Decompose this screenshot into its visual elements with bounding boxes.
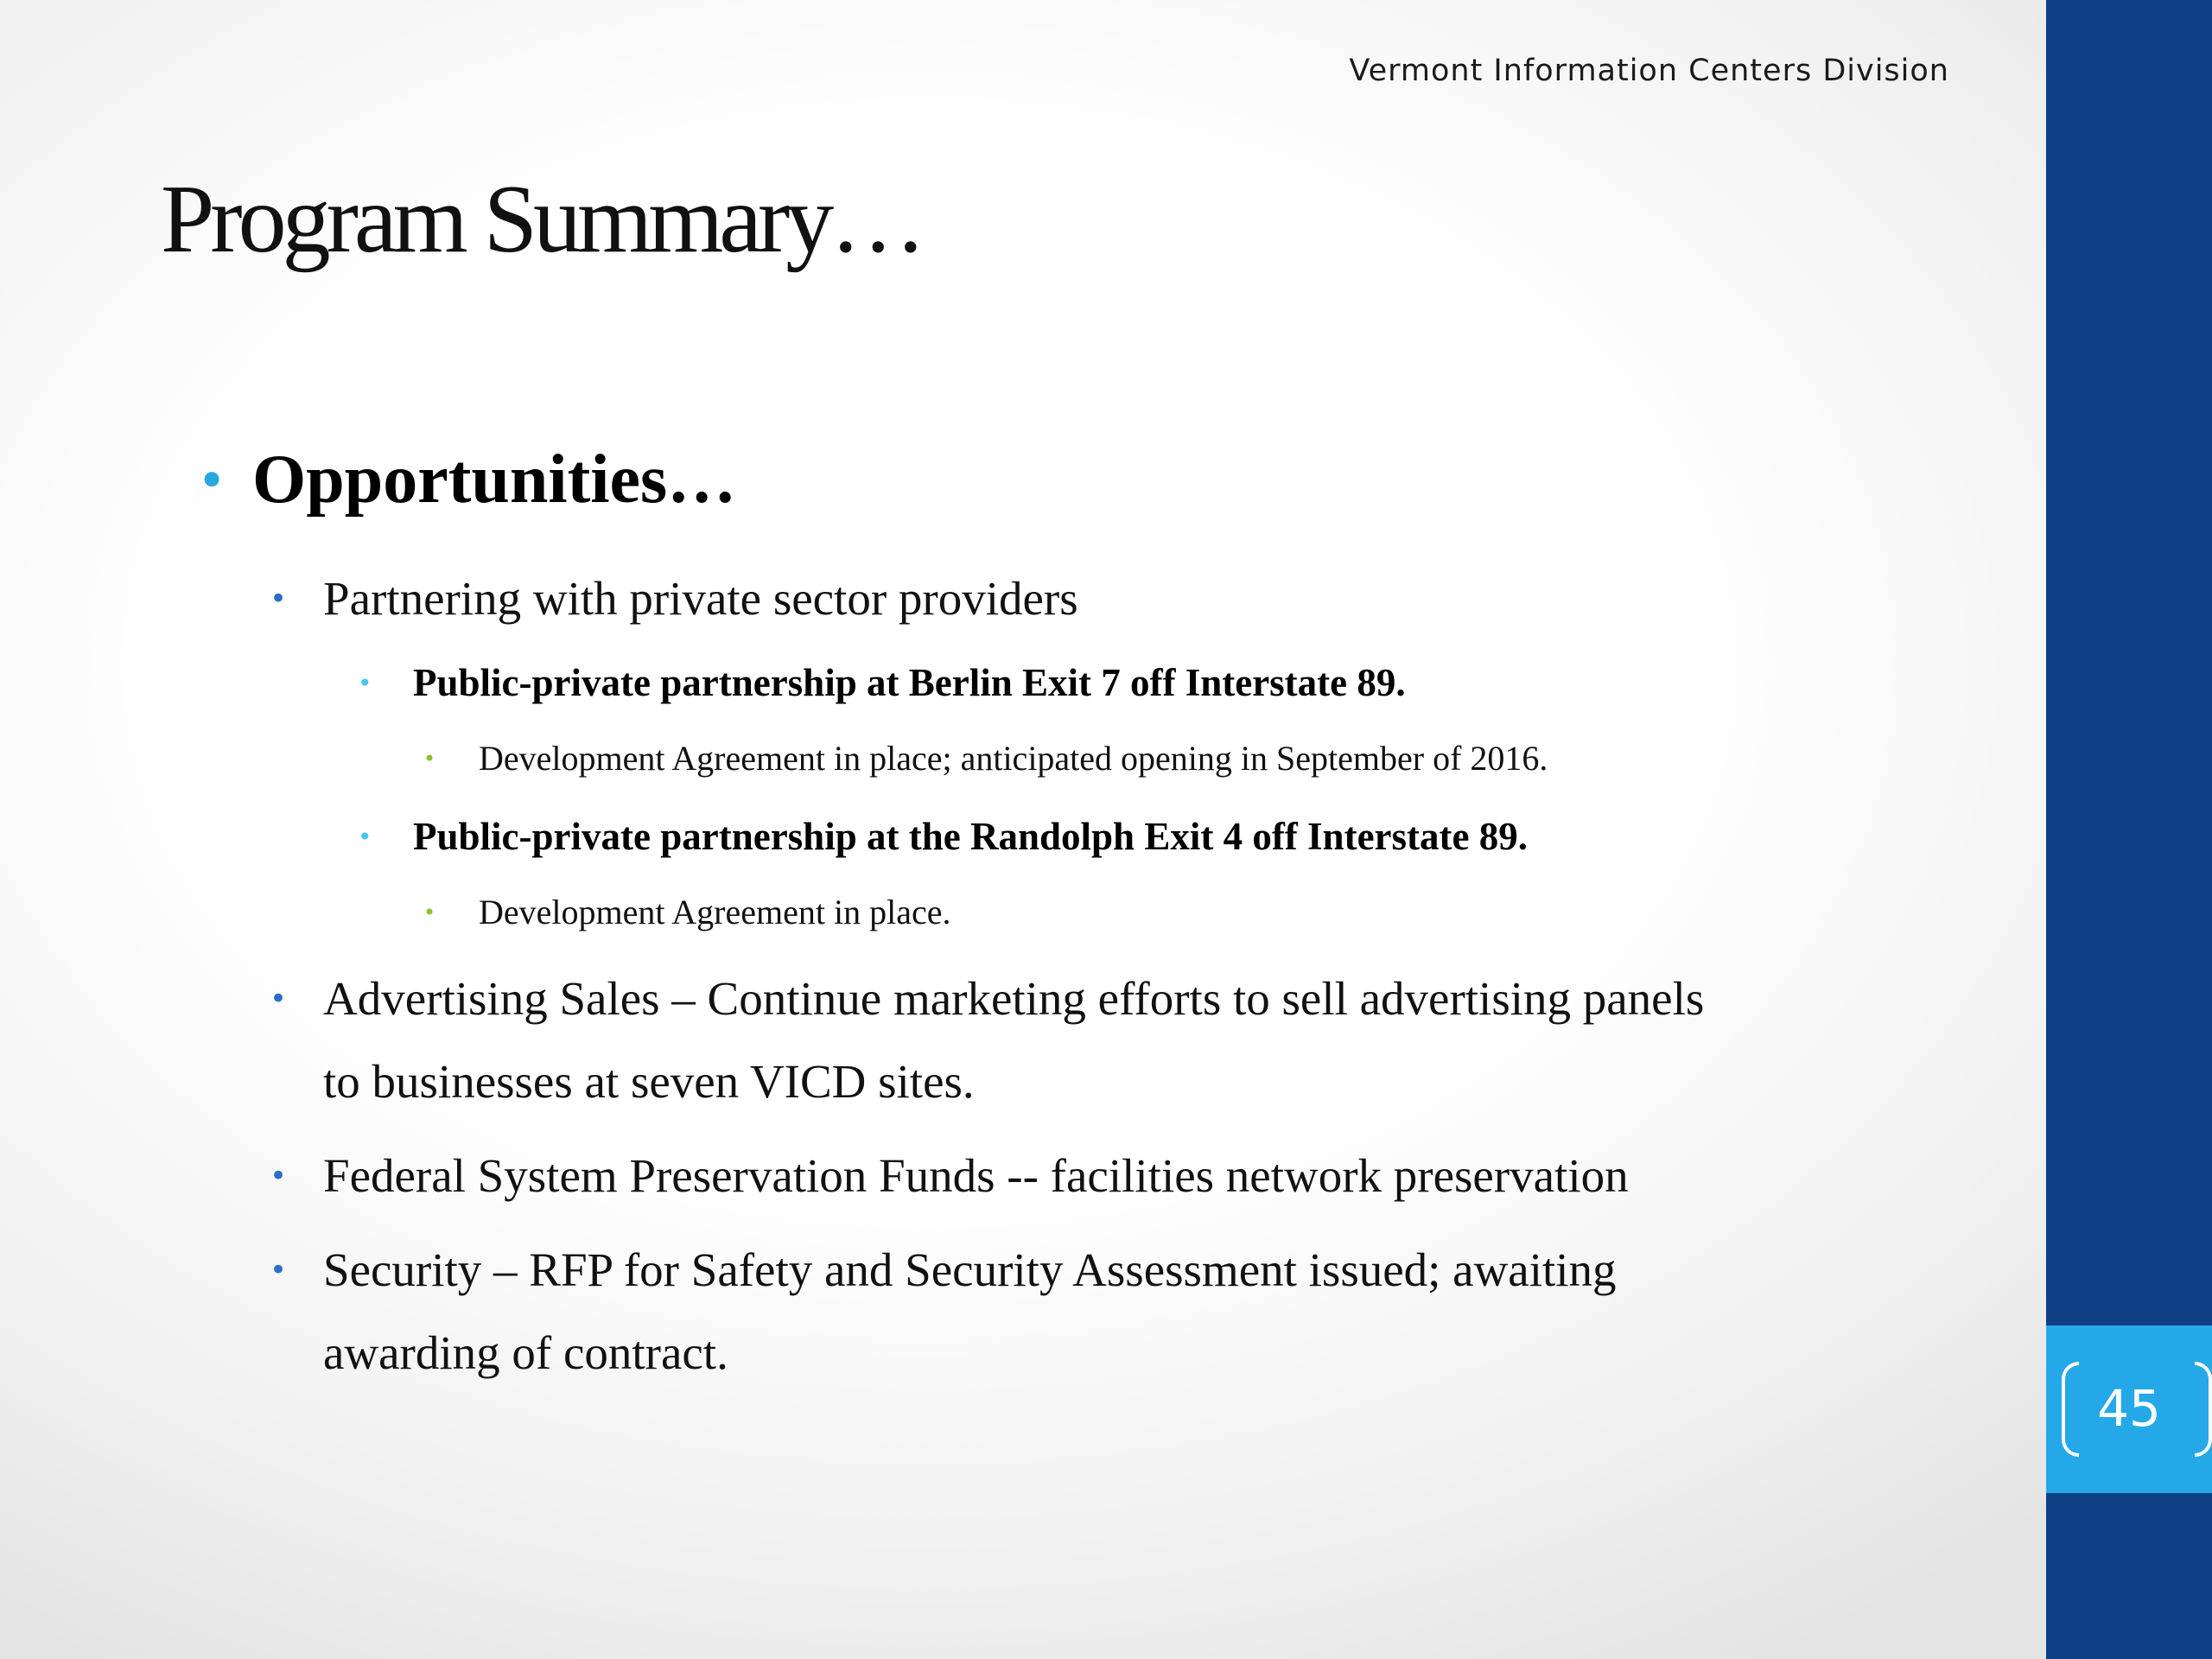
header-organization: Vermont Information Centers Division xyxy=(1349,54,1949,88)
list-item-text: Partnering with private sector providers xyxy=(323,572,1078,625)
list-item-text: Federal System Preservation Funds -- facilities network preservation xyxy=(323,1149,1629,1202)
list-item-text-line1: Advertising Sales – Continue marketing efforts to sell advertising panels xyxy=(323,972,1705,1025)
bullet-icon: • xyxy=(358,669,372,697)
bullet-icon: • xyxy=(197,451,227,510)
page-number-tab xyxy=(2046,1325,2212,1493)
bullet-icon: • xyxy=(358,823,372,851)
list-item-text-line2: to businesses at seven VICD sites. xyxy=(323,1055,975,1108)
page-number: 45 xyxy=(2097,1379,2161,1438)
bullet-icon: • xyxy=(270,582,288,616)
slide-title: Program Summary… xyxy=(161,166,923,273)
list-item-text: Opportunities… xyxy=(252,442,737,518)
list-item-text: Development Agreement in place. xyxy=(479,893,951,931)
bullet-icon: • xyxy=(423,747,436,771)
list-item-text: Public-private partnership at Berlin Exit 7 off Interstate 89. xyxy=(413,661,1406,704)
list-item-text-line2: awarding of contract. xyxy=(323,1326,728,1379)
list-item-text: Development Agreement in place; anticipated opening in September of 2016. xyxy=(479,739,1548,778)
bullet-icon: • xyxy=(270,982,288,1016)
bullet-icon: • xyxy=(270,1253,288,1287)
list-item-text: Public-private partnership at the Randolph Exit 4 off Interstate 89. xyxy=(413,815,1528,858)
list-item-text-line1: Security – RFP for Safety and Security Assessment issued; awaiting xyxy=(323,1243,1617,1296)
bullet-icon: • xyxy=(423,900,436,925)
bullet-icon: • xyxy=(270,1159,288,1193)
right-bracket-icon xyxy=(2195,1362,2212,1457)
